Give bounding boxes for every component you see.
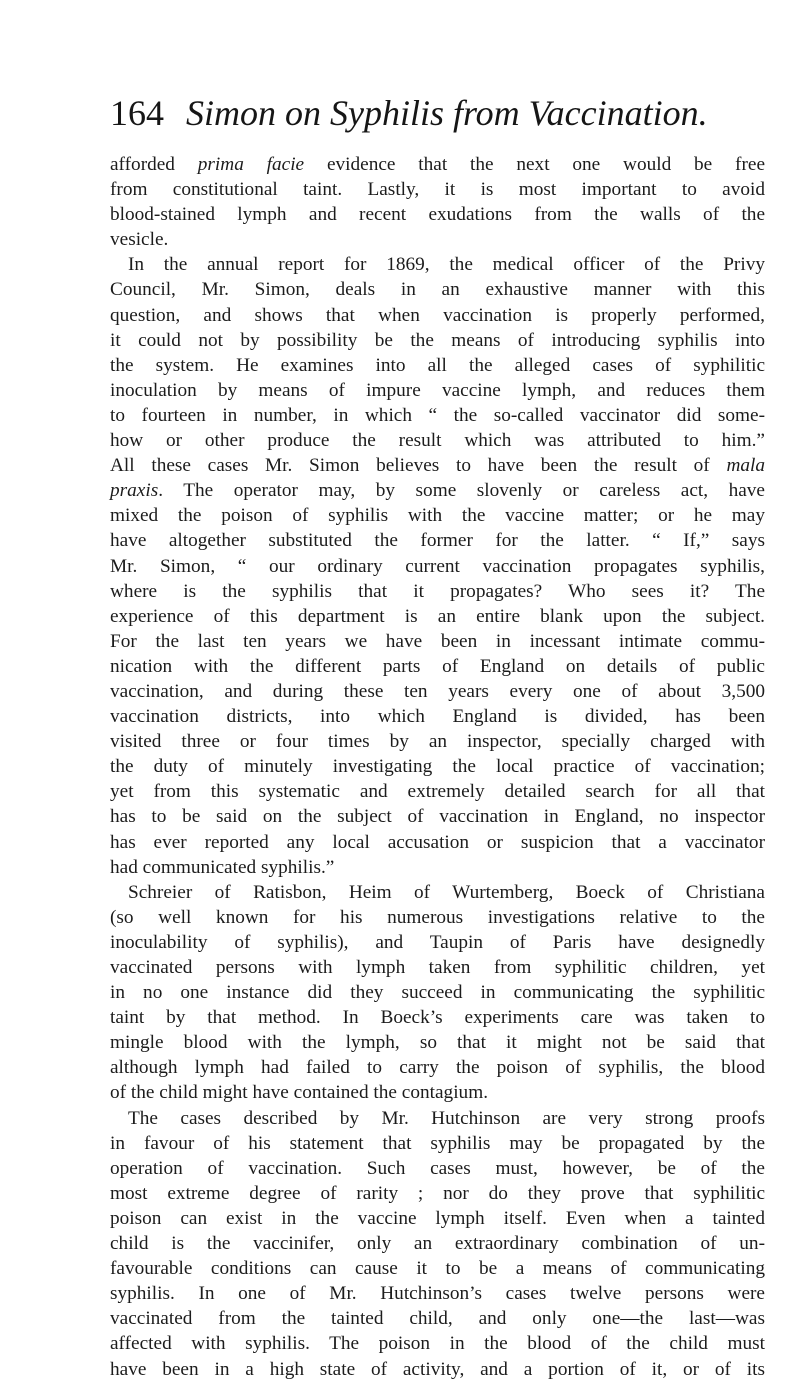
text-run: vaccinated from the tainted child, and only one—the last—was: [110, 1308, 765, 1330]
text-run: where is the syphilis that it propagates? Who sees it? The: [110, 580, 765, 602]
text-line: [110, 754, 765, 779]
text-run: question, and shows that when vaccination is properly performed,: [110, 304, 765, 326]
text-line: [110, 328, 765, 353]
text-line: [110, 554, 765, 579]
text-run: All these cases Mr. Simon believes to have been the result of: [110, 455, 727, 477]
text-line: [110, 1005, 765, 1030]
text-run: In the annual report for 1869, the medical officer of the Privy: [128, 254, 765, 276]
text-line: [110, 252, 765, 277]
text-line: [110, 1080, 765, 1105]
text-run: inoculation by means of impure vaccine lymph, and reduces them: [110, 379, 765, 401]
text-run: vaccinated persons with lymph taken from syphilitic children, yet: [110, 957, 765, 978]
text-run: favourable conditions can cause it to be a means of communicating: [110, 1258, 765, 1280]
text-run: mingle blood with the lymph, so that it might not be said that: [110, 1032, 765, 1054]
text-run: experience of this department is an entire blank upon the subject.: [110, 605, 765, 627]
text-run: visited three or four times by an inspector, specially charged with: [110, 731, 765, 753]
text-line: [110, 428, 765, 453]
text-run: Council, Mr. Simon, deals in an exhaustive manner with this: [110, 279, 765, 301]
text-run: operation of vaccination. Such cases must, however, be of the: [110, 1157, 765, 1179]
text-line: [110, 1331, 765, 1356]
text-line: [110, 579, 765, 604]
text-run: nication with the different parts of England on details of public: [110, 655, 765, 677]
text-run: have altogether substituted the former for the latter. “ If,” says: [110, 530, 765, 552]
text-line: [110, 503, 765, 528]
text-run: in favour of his statement that syphilis may be propagated by the: [110, 1132, 765, 1154]
text-run: how or other produce the result which was attributed to him.”: [110, 430, 765, 452]
text-run: it could not by possibility be the means of introducing syphilis into: [110, 329, 765, 351]
text-line: [110, 528, 765, 553]
text-line: [110, 177, 765, 202]
text-run: has ever reported any local accusation or suspicion that a vaccinator: [110, 831, 765, 853]
italic-phrase: prima facie: [197, 154, 305, 175]
text-run: taint by that method. In Boeck’s experiments care was taken to: [110, 1007, 765, 1029]
text-line: [110, 1030, 765, 1055]
text-run: vaccination, and during these ten years every one of about 3,500: [110, 680, 765, 702]
text-line: [110, 1055, 765, 1080]
text-run: Mr. Simon, “ our ordinary current vaccination propagates syphilis,: [110, 555, 765, 577]
text-line: [110, 1357, 765, 1382]
text-run: poison can exist in the vaccine lymph itself. Even when a tainted: [110, 1207, 765, 1229]
text-line: [110, 629, 765, 654]
text-run: has to be said on the subject of vaccination in England, no inspector: [110, 806, 765, 828]
text-line: [110, 1256, 765, 1281]
text-run: the duty of minutely investigating the local practice of vaccination;: [110, 756, 765, 778]
page-number: 164: [110, 93, 164, 133]
text-line: [110, 779, 765, 804]
text-line: [110, 830, 765, 855]
text-line: [110, 453, 765, 478]
text-run: to fourteen in number, in which “ the so-called vaccinator did some-: [110, 404, 765, 426]
text-line: [110, 980, 765, 1005]
text-run: vaccination districts, into which England is divided, has been: [110, 706, 765, 728]
text-run: in no one instance did they succeed in communicating the syphilitic: [110, 982, 765, 1004]
text-run: afforded: [110, 154, 198, 175]
text-run: The cases described by Mr. Hutchinson are very strong proofs: [128, 1107, 765, 1129]
text-line: [110, 1131, 765, 1156]
text-run: inoculability of syphilis), and Taupin of Paris have designedly: [110, 931, 765, 953]
text-line: [110, 1181, 765, 1206]
text-run: . The operator may, by some slovenly or careless act, have: [158, 480, 765, 502]
text-line: [110, 1306, 765, 1331]
text-line: [110, 227, 765, 252]
text-line: [110, 1231, 765, 1256]
text-line: [110, 1281, 765, 1306]
text-line: [110, 654, 765, 679]
text-line: [110, 353, 765, 378]
text-run: Schreier of Ratisbon, Heim of Wurtemberg, Boeck of Christiana: [128, 881, 765, 903]
text-run: although lymph had failed to carry the poison of syphilis, the blood: [110, 1057, 765, 1079]
text-run: child is the vaccinifer, only an extraordinary combination of un-: [110, 1233, 765, 1255]
text-line: [110, 930, 765, 955]
text-line: [110, 855, 765, 880]
text-run: affected with syphilis. The poison in the blood of the child must: [110, 1333, 765, 1355]
running-title: Simon on Syphilis from Vaccination.: [186, 93, 708, 133]
italic-phrase: praxis: [110, 480, 159, 502]
running-head: [110, 90, 770, 136]
text-run: have been in a high state of activity, and a portion of it, or of its: [110, 1358, 765, 1380]
text-run: mixed the poison of syphilis with the vaccine matter; or he may: [110, 505, 765, 527]
text-line: [110, 202, 765, 227]
text-run: most extreme degree of rarity ; nor do they prove that syphilitic: [110, 1182, 765, 1204]
text-run: had communicated syphilis.”: [110, 856, 335, 878]
text-run: from constitutional taint. Lastly, it is most important to avoid: [110, 179, 765, 201]
text-line: [110, 478, 765, 503]
text-run: evidence that the next one would be free: [304, 154, 765, 175]
text-run: of the child might have contained the contagium.: [110, 1082, 489, 1104]
body-text: [110, 152, 765, 1382]
text-line: [110, 679, 765, 704]
text-line: [110, 403, 765, 428]
text-line: [110, 1106, 765, 1131]
text-line: [110, 704, 765, 729]
text-run: syphilis. In one of Mr. Hutchinson’s cases twelve persons were: [110, 1283, 765, 1305]
text-line: [110, 955, 765, 980]
text-line: [110, 804, 765, 829]
text-line: [110, 1206, 765, 1231]
text-line: [110, 303, 765, 328]
text-line: [110, 880, 765, 905]
text-line: [110, 1156, 765, 1181]
italic-phrase: mala: [726, 455, 765, 477]
text-line: [110, 604, 765, 629]
text-line: [110, 729, 765, 754]
text-run: blood-stained lymph and recent exudations from the walls of the: [110, 204, 765, 226]
text-run: yet from this systematic and extremely detailed search for all that: [110, 781, 765, 803]
text-run: vesicle.: [110, 229, 169, 251]
text-line: [110, 152, 765, 177]
text-line: [110, 905, 765, 930]
text-line: [110, 277, 765, 302]
text-run: (so well known for his numerous investigations relative to the: [110, 906, 765, 928]
text-run: For the last ten years we have been in incessant intimate commu-: [110, 630, 765, 652]
text-line: [110, 378, 765, 403]
text-run: the system. He examines into all the alleged cases of syphilitic: [110, 354, 765, 376]
